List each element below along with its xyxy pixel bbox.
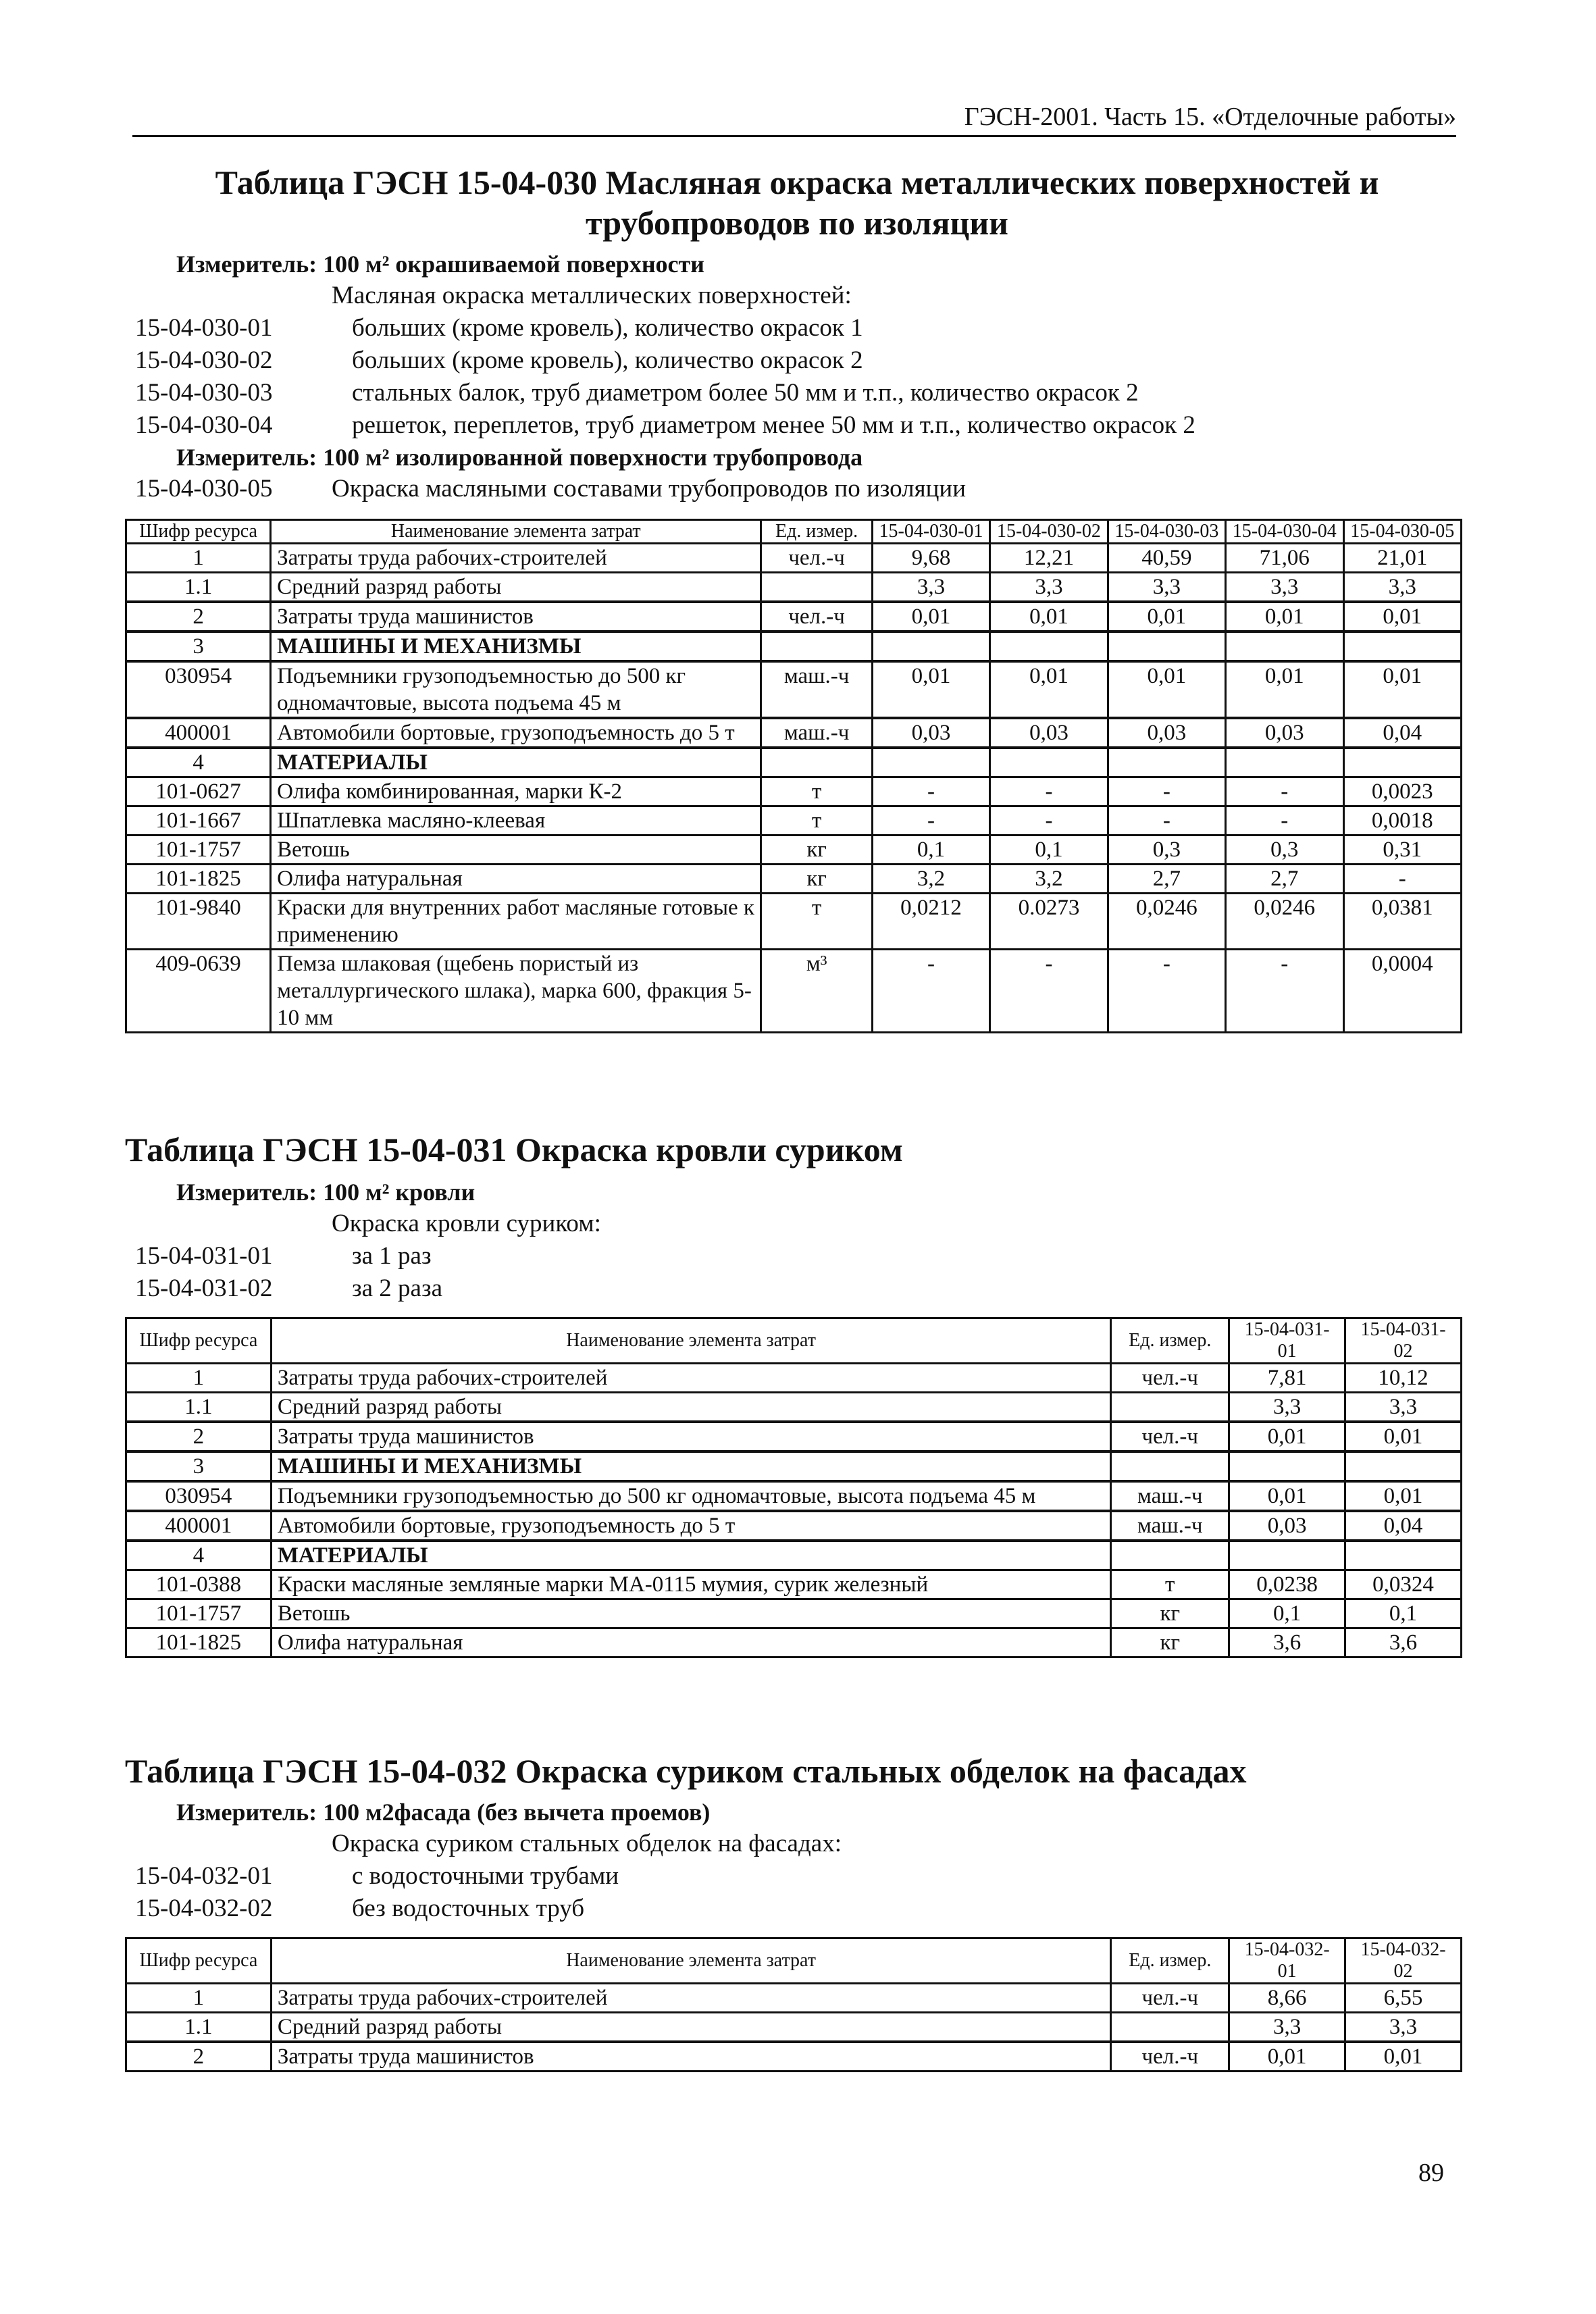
cell-value: 3,3 — [1108, 573, 1225, 602]
cell-value — [1343, 748, 1462, 777]
column-header-norm: 15-04-030-02 — [990, 520, 1108, 544]
column-header-norm: 15-04-030-03 — [1108, 520, 1225, 544]
cell-value: - — [872, 950, 989, 1033]
table-row — [126, 661, 1462, 718]
table-row — [126, 1984, 1462, 2013]
column-header-name: Наименование элемента затрат — [271, 1938, 1111, 1984]
cell-value: 40,59 — [1108, 544, 1225, 573]
cell-value: 0,01 — [1343, 602, 1462, 632]
item-code: 15-04-030-01 — [135, 314, 273, 342]
cell-name: Ветошь — [271, 835, 761, 865]
column-header-norm: 15-04-032-02 — [1345, 1938, 1462, 1984]
column-header-norm: 15-04-030-01 — [872, 520, 989, 544]
table-row — [126, 950, 1462, 1033]
cell-value: 0,03 — [1108, 718, 1225, 748]
list-item — [125, 1860, 1462, 1893]
cell-value: 3,2 — [990, 865, 1108, 894]
cell-value — [1343, 632, 1462, 661]
cell-name: МАШИНЫ И МЕХАНИЗМЫ — [271, 1451, 1110, 1481]
cell-value: 0,03 — [1229, 1511, 1345, 1541]
cell-unit: т — [761, 894, 872, 950]
cell-value: 0,3 — [1226, 835, 1343, 865]
cell-value: 0,1 — [872, 835, 989, 865]
item-text: Окраска масляными составами трубопроводов по изоляции — [332, 475, 967, 503]
column-header-code: Шифр ресурса — [126, 520, 271, 544]
cell-unit: маш.-ч — [761, 718, 872, 748]
table-row — [126, 602, 1462, 632]
cell-value: 3,3 — [1229, 2013, 1345, 2042]
page-number: 89 — [1418, 2159, 1444, 2187]
cell-value: 3,2 — [872, 865, 989, 894]
cell-value: 71,06 — [1226, 544, 1343, 573]
cell-value: 0,01 — [1229, 1481, 1345, 1511]
cell-name: Затраты труда машинистов — [271, 1422, 1110, 1451]
cell-value: - — [1343, 865, 1462, 894]
cell-code: 3 — [126, 632, 271, 661]
table-row — [126, 1422, 1462, 1451]
cell-unit — [761, 748, 872, 777]
list-item — [125, 377, 1462, 409]
table-row — [126, 1628, 1462, 1657]
cell-value: 3,3 — [1343, 573, 1462, 602]
section-15-04-032 — [125, 1751, 1462, 2072]
cell-value: 0,04 — [1345, 1511, 1462, 1541]
cell-value: 9,68 — [872, 544, 989, 573]
header-rule — [132, 135, 1456, 137]
item-text: без водосточных труб — [352, 1895, 585, 1922]
meter-030-1: Измеритель: 100 м² окрашиваемой поверхности — [176, 251, 704, 278]
cell-value: 0,01 — [1108, 602, 1225, 632]
table-row — [126, 1570, 1462, 1599]
table-row — [126, 632, 1462, 661]
table-title-032: Таблица ГЭСН 15-04-032 Окраска суриком стальных обделок на фасадах — [125, 1752, 1247, 1790]
cell-value — [1345, 1451, 1462, 1481]
column-header-norm: 15-04-030-05 — [1343, 520, 1462, 544]
item-code: 15-04-031-01 — [135, 1242, 273, 1270]
cell-name: Подъемники грузоподъемностью до 500 кг одномачтовые, высота подъема 45 м — [271, 661, 761, 718]
cell-code: 1 — [126, 1364, 272, 1393]
cell-value: 3,6 — [1229, 1628, 1345, 1657]
table-title-031: Таблица ГЭСН 15-04-031 Окраска кровли суриком — [125, 1131, 903, 1168]
cell-value: 0,04 — [1343, 718, 1462, 748]
list-item — [125, 1240, 1462, 1272]
cell-unit: кг — [1111, 1599, 1229, 1628]
table-row — [126, 2042, 1462, 2072]
cell-name: Олифа натуральная — [271, 1628, 1110, 1657]
table-row — [126, 1451, 1462, 1481]
intro-030: Масляная окраска металлических поверхностей: — [332, 282, 852, 309]
table-row — [126, 748, 1462, 777]
cell-value: 0,01 — [1345, 1481, 1462, 1511]
cell-code: 101-1825 — [126, 1628, 272, 1657]
cell-value: 0,1 — [1345, 1599, 1462, 1628]
cell-value: 3,6 — [1345, 1628, 1462, 1657]
cell-value: 0,01 — [1345, 1422, 1462, 1451]
cell-value: - — [1108, 806, 1225, 835]
list-item — [125, 1272, 1462, 1305]
item-text: больших (кроме кровель), количество окрасок 1 — [352, 314, 863, 342]
item-code: 15-04-030-04 — [135, 411, 273, 439]
cell-unit: кг — [761, 865, 872, 894]
cell-code: 030954 — [126, 1481, 272, 1511]
cell-code: 4 — [126, 748, 271, 777]
cell-name: Олифа натуральная — [271, 865, 761, 894]
section-15-04-031 — [125, 1129, 1462, 1658]
cell-code: 409-0639 — [126, 950, 271, 1033]
cell-value: 0,01 — [872, 661, 989, 718]
cell-unit — [1111, 2013, 1229, 2042]
cell-value — [1229, 1451, 1345, 1481]
list-item — [125, 1893, 1462, 1925]
table-row — [126, 718, 1462, 748]
table-row — [126, 777, 1462, 806]
section-15-04-030 — [125, 162, 1462, 1033]
cell-code: 3 — [126, 1451, 272, 1481]
cell-value: - — [1226, 950, 1343, 1033]
intro-031: Окраска кровли суриком: — [332, 1210, 601, 1237]
list-item — [125, 344, 1462, 377]
cell-value: 0,0381 — [1343, 894, 1462, 950]
cell-value: - — [1226, 777, 1343, 806]
item-code: 15-04-031-02 — [135, 1275, 273, 1302]
cell-value: 0,01 — [1343, 661, 1462, 718]
item-text: больших (кроме кровель), количество окрасок 2 — [352, 346, 863, 374]
table-row — [126, 1364, 1462, 1393]
cell-value — [872, 632, 989, 661]
cell-value: 2,7 — [1108, 865, 1225, 894]
cell-code: 2 — [126, 2042, 272, 2072]
cell-value: 0,0246 — [1108, 894, 1225, 950]
cell-value: 3,3 — [1226, 573, 1343, 602]
cell-code: 400001 — [126, 1511, 272, 1541]
cell-value — [990, 748, 1108, 777]
cell-code: 101-1757 — [126, 835, 271, 865]
cell-value: 0,01 — [990, 602, 1108, 632]
item-text: с водосточными трубами — [352, 1862, 619, 1890]
cell-unit — [1111, 1451, 1229, 1481]
item-code: 15-04-032-02 — [135, 1895, 273, 1922]
cell-value: 21,01 — [1343, 544, 1462, 573]
cell-value: - — [872, 777, 989, 806]
item-text: стальных балок, труб диаметром более 50 мм и т.п., количество окрасок 2 — [352, 379, 1139, 407]
cell-value: 3,3 — [1229, 1393, 1345, 1422]
item-code: 15-04-030-03 — [135, 379, 273, 407]
cell-unit: т — [1111, 1570, 1229, 1599]
table-row — [126, 2013, 1462, 2042]
cell-value: 12,21 — [990, 544, 1108, 573]
cell-name: Пемза шлаковая (щебень пористый из металлургического шлака), марка 600, фракция 5-10 мм — [271, 950, 761, 1033]
table-title-030-line2: трубопроводов по изоляции — [586, 204, 1008, 242]
cell-value: 3,3 — [872, 573, 989, 602]
cell-name: Краски масляные земляные марки МА-0115 мумия, сурик железный — [271, 1570, 1110, 1599]
cell-name: Автомобили бортовые, грузоподъемность до 5 т — [271, 1511, 1110, 1541]
cell-name: Затраты труда рабочих-строителей — [271, 1984, 1111, 2013]
cell-value — [1108, 632, 1225, 661]
cell-value: 0,03 — [1226, 718, 1343, 748]
table-row — [126, 1511, 1462, 1541]
cell-value: 0,0238 — [1229, 1570, 1345, 1599]
cell-code: 101-0627 — [126, 777, 271, 806]
cell-code: 1.1 — [126, 573, 271, 602]
meter-032: Измеритель: 100 м2фасада (без вычета проемов) — [176, 1799, 711, 1826]
cell-value — [1226, 748, 1343, 777]
cell-value: 0,1 — [1229, 1599, 1345, 1628]
table-body-030 — [126, 544, 1462, 1033]
cell-code: 030954 — [126, 661, 271, 718]
cell-value: 0,31 — [1343, 835, 1462, 865]
column-header-name: Наименование элемента затрат — [271, 520, 761, 544]
column-header-unit: Ед. измер. — [1111, 1938, 1229, 1984]
cell-value: 3,3 — [990, 573, 1108, 602]
cell-value: 0,3 — [1108, 835, 1225, 865]
cell-value — [990, 632, 1108, 661]
cell-name: Затраты труда машинистов — [271, 2042, 1111, 2072]
items-030 — [125, 312, 1462, 442]
cell-name: Краски для внутренних работ масляные готовые к применению — [271, 894, 761, 950]
cell-unit: кг — [1111, 1628, 1229, 1657]
column-header-unit: Ед. измер. — [1111, 1318, 1229, 1364]
cell-value — [1345, 1541, 1462, 1570]
cell-value: 0,03 — [990, 718, 1108, 748]
table-row — [126, 1393, 1462, 1422]
cell-name: Шпатлевка масляно-клеевая — [271, 806, 761, 835]
cell-code: 400001 — [126, 718, 271, 748]
cell-name: Затраты труда рабочих-строителей — [271, 1364, 1110, 1393]
cell-value: - — [990, 777, 1108, 806]
cell-unit: чел.-ч — [1111, 1984, 1229, 2013]
cell-value: 0,01 — [990, 661, 1108, 718]
cell-code: 1.1 — [126, 1393, 272, 1422]
cell-name: МАШИНЫ И МЕХАНИЗМЫ — [271, 632, 761, 661]
table-body-032 — [126, 1984, 1462, 2072]
cell-value: - — [990, 806, 1108, 835]
cell-value — [1226, 632, 1343, 661]
cell-value: 0,01 — [1345, 2042, 1462, 2072]
cell-value: 0,1 — [990, 835, 1108, 865]
cell-name: Затраты труда рабочих-строителей — [271, 544, 761, 573]
item-code: 15-04-030-05 — [135, 475, 273, 503]
cell-value: 7,81 — [1229, 1364, 1345, 1393]
cell-value: - — [990, 950, 1108, 1033]
list-item — [125, 409, 1462, 442]
cell-name: Затраты труда машинистов — [271, 602, 761, 632]
cell-unit — [1111, 1541, 1229, 1570]
cell-code: 101-9840 — [126, 894, 271, 950]
running-header: ГЭСН-2001. Часть 15. «Отделочные работы» — [964, 103, 1456, 131]
cell-name: Средний разряд работы — [271, 573, 761, 602]
column-header-norm: 15-04-031-01 — [1229, 1318, 1345, 1364]
cell-value: 0,0212 — [872, 894, 989, 950]
cell-code: 1 — [126, 1984, 272, 2013]
cell-value: 0,01 — [1229, 2042, 1345, 2072]
cell-code: 2 — [126, 602, 271, 632]
cell-unit: т — [761, 777, 872, 806]
cell-unit: чел.-ч — [1111, 1422, 1229, 1451]
cell-code: 101-1825 — [126, 865, 271, 894]
cell-value: 0,0324 — [1345, 1570, 1462, 1599]
table-row — [126, 573, 1462, 602]
cell-code: 4 — [126, 1541, 272, 1570]
cell-value: - — [1108, 950, 1225, 1033]
item-code: 15-04-030-02 — [135, 346, 273, 374]
table-body-031 — [126, 1364, 1462, 1657]
table-row — [126, 1599, 1462, 1628]
item-text: за 2 раза — [352, 1275, 442, 1302]
cell-unit: т — [761, 806, 872, 835]
cell-value: 0,01 — [1226, 602, 1343, 632]
item-text: решеток, переплетов, труб диаметром менее 50 мм и т.п., количество окрасок 2 — [352, 411, 1195, 439]
cell-code: 101-0388 — [126, 1570, 272, 1599]
cell-name: МАТЕРИАЛЫ — [271, 748, 761, 777]
table-row — [126, 544, 1462, 573]
cell-value: - — [872, 806, 989, 835]
cell-value: 10,12 — [1345, 1364, 1462, 1393]
cell-unit: маш.-ч — [1111, 1481, 1229, 1511]
resource-table-032 — [125, 1937, 1462, 2072]
cell-unit: маш.-ч — [1111, 1511, 1229, 1541]
cell-name: Ветошь — [271, 1599, 1110, 1628]
column-header-code: Шифр ресурса — [126, 1938, 272, 1984]
cell-value — [1108, 748, 1225, 777]
cell-code: 101-1667 — [126, 806, 271, 835]
list-item — [125, 473, 1462, 505]
item-code: 15-04-032-01 — [135, 1862, 273, 1890]
cell-value: 0.0273 — [990, 894, 1108, 950]
column-header-unit: Ед. измер. — [761, 520, 872, 544]
column-header-code: Шифр ресурса — [126, 1318, 272, 1364]
cell-value: 2,7 — [1226, 865, 1343, 894]
meter-031: Измеритель: 100 м² кровли — [176, 1179, 475, 1206]
item-text: за 1 раз — [352, 1242, 432, 1270]
table-row — [126, 894, 1462, 950]
table-row — [126, 835, 1462, 865]
cell-value: 0,0018 — [1343, 806, 1462, 835]
cell-value: 0,01 — [1108, 661, 1225, 718]
table-row — [126, 1541, 1462, 1570]
column-header-name: Наименование элемента затрат — [271, 1318, 1110, 1364]
cell-code: 1 — [126, 544, 271, 573]
column-header-norm: 15-04-032-01 — [1229, 1938, 1345, 1984]
cell-code: 101-1757 — [126, 1599, 272, 1628]
cell-code: 1.1 — [126, 2013, 272, 2042]
cell-code: 2 — [126, 1422, 272, 1451]
cell-name: МАТЕРИАЛЫ — [271, 1541, 1110, 1570]
cell-unit: чел.-ч — [761, 544, 872, 573]
cell-name: Средний разряд работы — [271, 1393, 1110, 1422]
resource-table-031 — [125, 1317, 1462, 1658]
cell-unit: чел.-ч — [761, 602, 872, 632]
cell-value — [1229, 1541, 1345, 1570]
cell-value — [872, 748, 989, 777]
cell-value: 0,03 — [872, 718, 989, 748]
cell-name: Подъемники грузоподъемностью до 500 кг одномачтовые, высота подъема 45 м — [271, 1481, 1110, 1511]
cell-unit: м³ — [761, 950, 872, 1033]
cell-value: - — [1108, 777, 1225, 806]
resource-table-030 — [125, 519, 1462, 1033]
cell-name: Автомобили бортовые, грузоподъемность до 5 т — [271, 718, 761, 748]
cell-value: 0,0004 — [1343, 950, 1462, 1033]
cell-unit: чел.-ч — [1111, 1364, 1229, 1393]
cell-value: 3,3 — [1345, 2013, 1462, 2042]
column-header-norm: 15-04-030-04 — [1226, 520, 1343, 544]
intro-032: Окраска суриком стальных обделок на фасадах: — [332, 1830, 842, 1857]
cell-unit — [1111, 1393, 1229, 1422]
cell-unit — [761, 632, 872, 661]
cell-value: 8,66 — [1229, 1984, 1345, 2013]
cell-unit: кг — [761, 835, 872, 865]
cell-unit — [761, 573, 872, 602]
column-header-norm: 15-04-031-02 — [1345, 1318, 1462, 1364]
cell-name: Олифа комбинированная, марки К-2 — [271, 777, 761, 806]
cell-value: 0,01 — [1226, 661, 1343, 718]
cell-unit: чел.-ч — [1111, 2042, 1229, 2072]
list-item — [125, 312, 1462, 344]
table-row — [126, 1481, 1462, 1511]
cell-value: 3,3 — [1345, 1393, 1462, 1422]
meter-030-2: Измеритель: 100 м² изолированной поверхности трубопровода — [176, 444, 863, 471]
table-title-030-line1: Таблица ГЭСН 15-04-030 Масляная окраска металлических поверхностей и — [215, 163, 1379, 201]
cell-value: - — [1226, 806, 1343, 835]
cell-value: 0,0023 — [1343, 777, 1462, 806]
cell-value: 0,01 — [1229, 1422, 1345, 1451]
cell-value: 0,0246 — [1226, 894, 1343, 950]
table-row — [126, 865, 1462, 894]
cell-value: 0,01 — [872, 602, 989, 632]
cell-value: 6,55 — [1345, 1984, 1462, 2013]
table-row — [126, 806, 1462, 835]
cell-name: Средний разряд работы — [271, 2013, 1111, 2042]
cell-unit: маш.-ч — [761, 661, 872, 718]
